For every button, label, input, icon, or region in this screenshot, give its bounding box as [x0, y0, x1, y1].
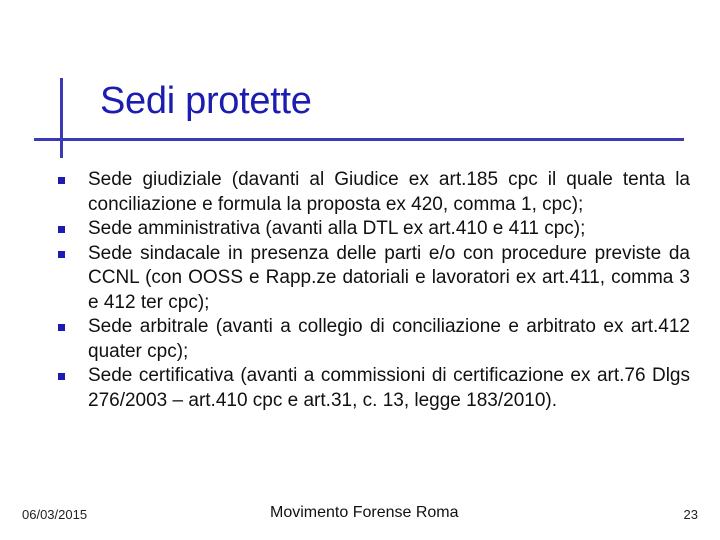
footer-date: 06/03/2015 [22, 507, 88, 522]
list-item [56, 217, 690, 242]
list-item [56, 315, 690, 364]
page-number: 23 [683, 507, 698, 522]
bullet-text: Sede sindacale in presenza delle parti e/o con procedure previste da CCNL (con OOSS e Rapp.ze datoriali e lavoratori ex art.411, comma 3 e 412 ter cpc); [88, 242, 690, 313]
title-vertical-rule [60, 78, 63, 158]
bullet-text: Sede certificativa (avanti a commissioni di certificazione ex art.76 Dlgs 276/2003 – art.410 cpc e art.31, c. 13, legge 183/2010). [88, 365, 690, 411]
square-bullet-icon [58, 177, 65, 184]
square-bullet-icon [58, 373, 65, 380]
bullet-list [56, 168, 690, 413]
square-bullet-icon [58, 226, 65, 233]
bullet-text: Sede amministrativa (avanti alla DTL ex art.410 e 411 cpc); [88, 218, 586, 239]
footer-organization: Movimento Forense Roma [270, 504, 459, 521]
square-bullet-icon [58, 251, 65, 258]
bullet-text: Sede arbitrale (avanti a collegio di conciliazione e arbitrato ex art.412 quater cpc); [88, 316, 690, 362]
bullet-text: Sede giudiziale (davanti al Giudice ex art.185 cpc il quale tenta la conciliazione e formula la proposta ex 420, comma 1, cpc); [88, 169, 690, 215]
list-item [56, 242, 690, 316]
list-item [56, 168, 690, 217]
square-bullet-icon [58, 324, 65, 331]
title-horizontal-rule [34, 138, 684, 141]
slide-title: Sedi protette [100, 80, 312, 122]
list-item [56, 364, 690, 413]
